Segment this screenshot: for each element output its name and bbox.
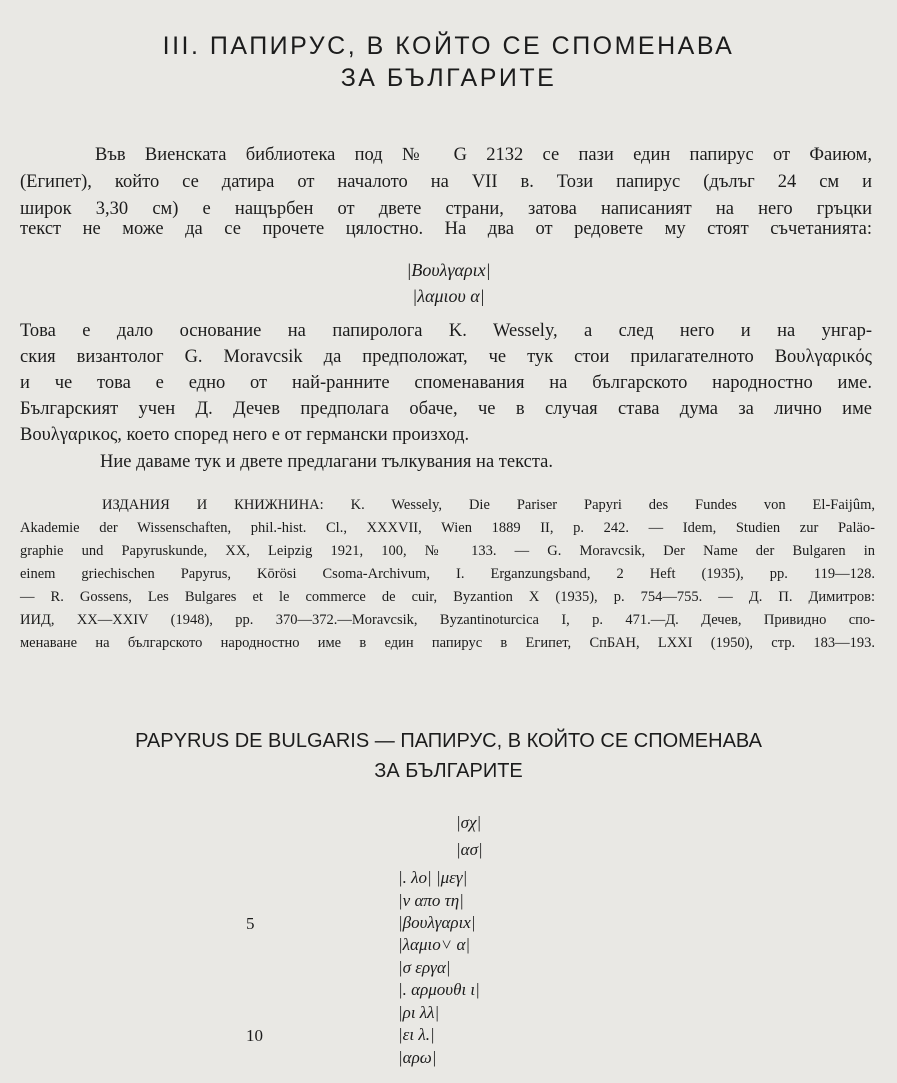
reference-line: менаване на българското народностно име в един папирус в Египет, СпБАН, LXXI (1950), стр. 183—193. [20,635,875,651]
body-line: Българският учен Д. Дечев предполага обаче, че в случая става дума за лично име [20,399,872,419]
reference-line: ИЗДАНИЯ И КНИЖНИНА: K. Wessely, Die Pariser Papyri des Fundes von El-Faijûm, [102,497,875,513]
reference-line: ИИД, XX—XXIV (1948), pp. 370—372.—Moravcsik, Byzantinoturcica I, p. 471.—Д. Дечев, Привидно спо- [20,612,875,628]
papyrus-line: |ασ| [456,840,483,859]
body-line: Βουλγαρικος, което според него е от германски произход. [20,425,470,445]
papyrus-line: |σ εργα| [398,958,451,977]
reference-line: Akademie der Wissenschaften, phil.-hist. Cl., XXXVII, Wien 1889 II, p. 242. — Idem, Studien zur Paläo- [20,520,875,536]
intro-line: Във Виенската библиотека под № G 2132 се пази един папирус от Фаиюм, [95,145,872,165]
line-number-10: 10 [246,1026,263,1045]
section-title-line2: ЗА БЪЛГАРИТЕ [374,760,523,782]
papyrus-line: |. αρμουθι ι| [398,980,480,999]
papyrus-line: |ει λ.| [398,1025,435,1044]
reference-line: graphie und Papyruskunde, XX, Leipzig 1921, 100, № 133. — G. Moravcsik, Der Name der Bulgaren in [20,543,875,559]
line-number-5: 5 [246,914,255,933]
greek-word-2: |λαμιου α| [412,286,485,306]
page-title-line2: ЗА БЪЛГАРИТЕ [340,64,557,92]
intro-line: текст не може да се прочете цялостно. На два от редовете му стоят съчетанията: [20,219,872,239]
reference-line: — R. Gossens, Les Bulgares et le commerce de cuir, Byzantion X (1935), p. 754—755. — Д. П. Димитров: [20,589,875,605]
section-title-line1: PAPYRUS DE BULGARIS — ПАПИРУС, В КОЙТО СЕ СПОМЕНАВА [135,730,762,752]
body-line: и че това е едно от най-ранните споменавания на българското народностно име. [20,373,872,393]
papyrus-line: |αρω| [398,1048,437,1067]
page-title-line1: III. ПАПИРУС, В КОЙТО СЕ СПОМЕНАВА [162,32,735,60]
body-closing: Ние даваме тук и двете предлагани тълкувания на текста. [100,452,553,472]
body-line: Това е дало основание на папиролога K. Wessely, а след него и на унгар- [20,321,872,341]
papyrus-line: |λαμιο˅ α| [398,935,471,954]
reference-line: einem griechischen Papyrus, Kōrösi Csoma-Archivum, I. Erganzungsband, 2 Heft (1935), pp. 119—128. [20,566,875,582]
papyrus-line: |ρι λλ| [398,1003,440,1022]
intro-line: (Египет), който се датира от началото на VII в. Този папирус (дълъг 24 см и [20,172,872,192]
papyrus-line: |σχ| [456,813,482,832]
papyrus-line: |ν απο τη| [398,891,464,910]
greek-word-1: |Βουλγαριx| [406,260,491,280]
papyrus-line: |βουλγαριx| [398,913,476,932]
intro-line: широк 3,30 см) е нащърбен от двете страни, затова написаният на него гръцки [20,199,872,219]
papyrus-line: |. λο| |μεγ| [398,868,468,887]
body-line: ския византолог G. Moravcsik да предположат, че тук стои прилагателното Βουλγαρικός [20,347,872,367]
